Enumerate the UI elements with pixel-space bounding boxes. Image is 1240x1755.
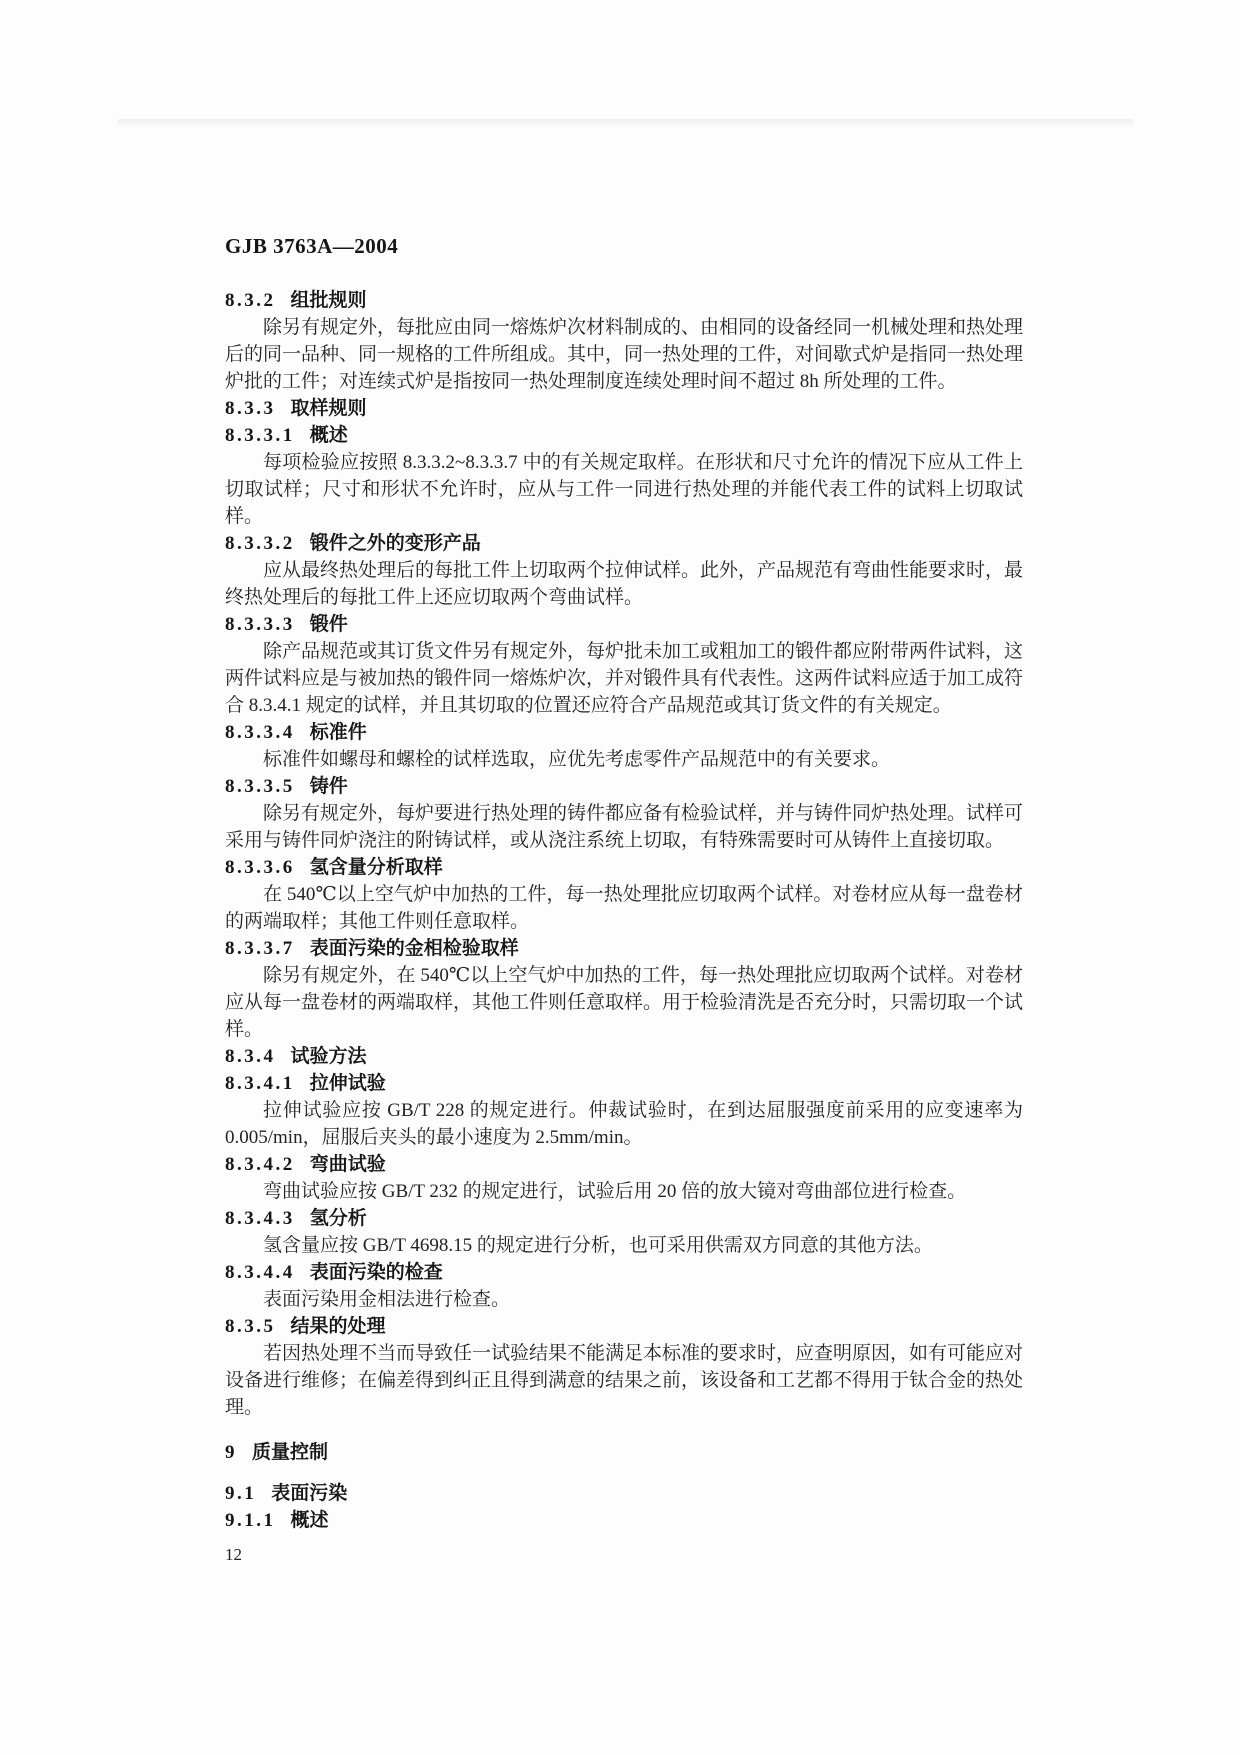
paragraph: 除另有规定外，在 540℃以上空气炉中加热的工件，每一热处理批应切取两个试样。对卷材应从每一盘卷材的两端取样，其他工件则任意取样。用于检验清洗是否充分时，只需切取一个试样。 bbox=[225, 965, 1024, 1040]
section-heading bbox=[225, 1151, 1023, 1178]
section-number: 8.3.4.3 bbox=[225, 1208, 295, 1229]
section-heading bbox=[225, 1205, 1023, 1232]
section-number: 8.3.4 bbox=[225, 1046, 276, 1067]
section-chapter bbox=[225, 1439, 1023, 1466]
section-title: 锻件之外的变形产品 bbox=[309, 533, 481, 554]
section bbox=[225, 935, 1023, 1043]
section-heading bbox=[225, 395, 1023, 422]
section-title: 试验方法 bbox=[290, 1046, 367, 1067]
page-content bbox=[225, 234, 1023, 1565]
paragraph: 除另有规定外，每炉要进行热处理的铸件都应备有检验试样，并与铸件同炉热处理。试样可采用与铸件同炉浇注的附铸试样，或从浇注系统上切取，有特殊需要时可从铸件上直接切取。 bbox=[225, 803, 1024, 851]
paragraph: 氢含量应按 GB/T 4698.15 的规定进行分析，也可采用供需双方同意的其他方法。 bbox=[263, 1235, 933, 1256]
section-number: 8.3.3.7 bbox=[225, 938, 295, 959]
section bbox=[225, 1043, 1023, 1070]
section-number: 8.3.2 bbox=[225, 290, 276, 311]
section bbox=[225, 1313, 1023, 1421]
section-heading bbox=[225, 773, 1023, 800]
section-heading bbox=[225, 1313, 1023, 1340]
section bbox=[225, 1259, 1023, 1313]
paragraph: 若因热处理不当而导致任一试验结果不能满足本标准的要求时，应查明原因，如有可能应对设备进行维修；在偏差得到纠正且得到满意的结果之前，该设备和工艺都不得用于钛合金的热处理。 bbox=[225, 1343, 1024, 1418]
section-number: 8.3.5 bbox=[225, 1316, 276, 1337]
paragraph: 应从最终热处理后的每批工件上切取两个拉伸试样。此外，产品规范有弯曲性能要求时，最终热处理后的每批工件上还应切取两个弯曲试样。 bbox=[225, 560, 1024, 608]
paragraph: 除产品规范或其订货文件另有规定外，每炉批未加工或粗加工的锻件都应附带两件试料，这两件试料应是与被加热的锻件同一熔炼炉次，并对锻件具有代表性。这两件试料应适于加工成符合 8.3.4.1 规定的试样，并且其切取的位置还应符合产品规范或其订货文件的有关规定。 bbox=[225, 641, 1024, 716]
section-heading bbox=[225, 422, 1023, 449]
document-code-header: GJB 3763A—2004 bbox=[225, 234, 399, 258]
section-title: 取样规则 bbox=[290, 398, 367, 419]
paragraph: 表面污染用金相法进行检查。 bbox=[263, 1289, 511, 1310]
section-number: 8.3.3 bbox=[225, 398, 276, 419]
section-number: 8.3.3.5 bbox=[225, 776, 295, 797]
paragraph: 每项检验应按照 8.3.3.2~8.3.3.7 中的有关规定取样。在形状和尺寸允许的情况下应从工件上切取试样；尺寸和形状不允许时，应从与工件一同进行热处理的并能代表工件的试料上切取试样。 bbox=[225, 452, 1023, 527]
section-title: 表面污染的金相检验取样 bbox=[309, 938, 519, 959]
section bbox=[225, 1480, 1023, 1507]
section-title: 铸件 bbox=[309, 776, 348, 797]
section bbox=[225, 422, 1023, 530]
section-number: 8.3.4.1 bbox=[225, 1073, 295, 1094]
section-number: 8.3.4.2 bbox=[225, 1154, 295, 1175]
section bbox=[225, 1070, 1023, 1151]
section-heading bbox=[225, 1259, 1023, 1286]
paragraph: 标准件如螺母和螺栓的试样选取，应优先考虑零件产品规范中的有关要求。 bbox=[263, 749, 891, 770]
section-heading bbox=[225, 1507, 1023, 1534]
section-title: 组批规则 bbox=[290, 290, 367, 311]
section-number: 8.3.3.3 bbox=[225, 614, 295, 635]
paragraph: 在 540℃以上空气炉中加热的工件，每一热处理批应切取两个试样。对卷材应从每一盘卷材的两端取样；其他工件则任意取样。 bbox=[225, 884, 1023, 932]
section bbox=[225, 773, 1023, 854]
paragraph: 拉伸试验应按 GB/T 228 的规定进行。仲裁试验时，在到达屈服强度前采用的应变速率为 0.005/min，屈服后夹头的最小速度为 2.5mm/min。 bbox=[225, 1100, 1023, 1148]
paragraph: 除另有规定外，每批应由同一熔炼炉次材料制成的、由相同的设备经同一机械处理和热处理后的同一品种、同一规格的工件所组成。其中，同一热处理的工件，对间歇式炉是指同一热处理炉批的工件；对连续式炉是指按同一热处理制度连续处理时间不超过 8h 所处理的工件。 bbox=[225, 317, 1024, 392]
section-number: 8.3.3.1 bbox=[225, 425, 295, 446]
section bbox=[225, 530, 1023, 611]
section bbox=[225, 395, 1023, 422]
section-number: 8.3.3.4 bbox=[225, 722, 295, 743]
section-heading bbox=[225, 854, 1023, 881]
section-title: 表面污染 bbox=[271, 1483, 348, 1504]
section-heading bbox=[225, 935, 1023, 962]
chapter-heading bbox=[225, 1439, 1023, 1466]
section-number: 9 bbox=[225, 1442, 237, 1463]
section-heading bbox=[225, 1070, 1023, 1097]
section-heading bbox=[225, 287, 1023, 314]
section bbox=[225, 854, 1023, 935]
section bbox=[225, 287, 1023, 395]
section bbox=[225, 611, 1023, 719]
section-number: 8.3.3.2 bbox=[225, 533, 295, 554]
section-heading bbox=[225, 1480, 1023, 1507]
section-title: 标准件 bbox=[309, 722, 367, 743]
section-heading bbox=[225, 611, 1023, 638]
section bbox=[225, 1151, 1023, 1205]
section-number: 8.3.4.4 bbox=[225, 1262, 295, 1283]
section-title: 表面污染的检查 bbox=[309, 1262, 443, 1283]
section-heading bbox=[225, 530, 1023, 557]
section-title: 概述 bbox=[309, 425, 348, 446]
section-number: 8.3.3.6 bbox=[225, 857, 295, 878]
section-number: 9.1 bbox=[225, 1483, 257, 1504]
section-heading bbox=[225, 1043, 1023, 1070]
section-number: 9.1.1 bbox=[225, 1510, 276, 1531]
page-number: 12 bbox=[225, 1545, 242, 1564]
section-title: 氢分析 bbox=[309, 1208, 367, 1229]
section-title: 氢含量分析取样 bbox=[309, 857, 443, 878]
section bbox=[225, 1507, 1023, 1534]
section bbox=[225, 719, 1023, 773]
section-heading bbox=[225, 719, 1023, 746]
section-title: 概述 bbox=[290, 1510, 329, 1531]
section-title: 结果的处理 bbox=[290, 1316, 386, 1337]
section-title: 拉伸试验 bbox=[309, 1073, 386, 1094]
section bbox=[225, 1205, 1023, 1259]
section-title: 弯曲试验 bbox=[309, 1154, 386, 1175]
paragraph: 弯曲试验应按 GB/T 232 的规定进行，试验后用 20 倍的放大镜对弯曲部位进行检查。 bbox=[263, 1181, 967, 1202]
scan-artifact-band bbox=[118, 119, 1134, 126]
section-title: 锻件 bbox=[309, 614, 348, 635]
section-title: 质量控制 bbox=[252, 1442, 329, 1463]
